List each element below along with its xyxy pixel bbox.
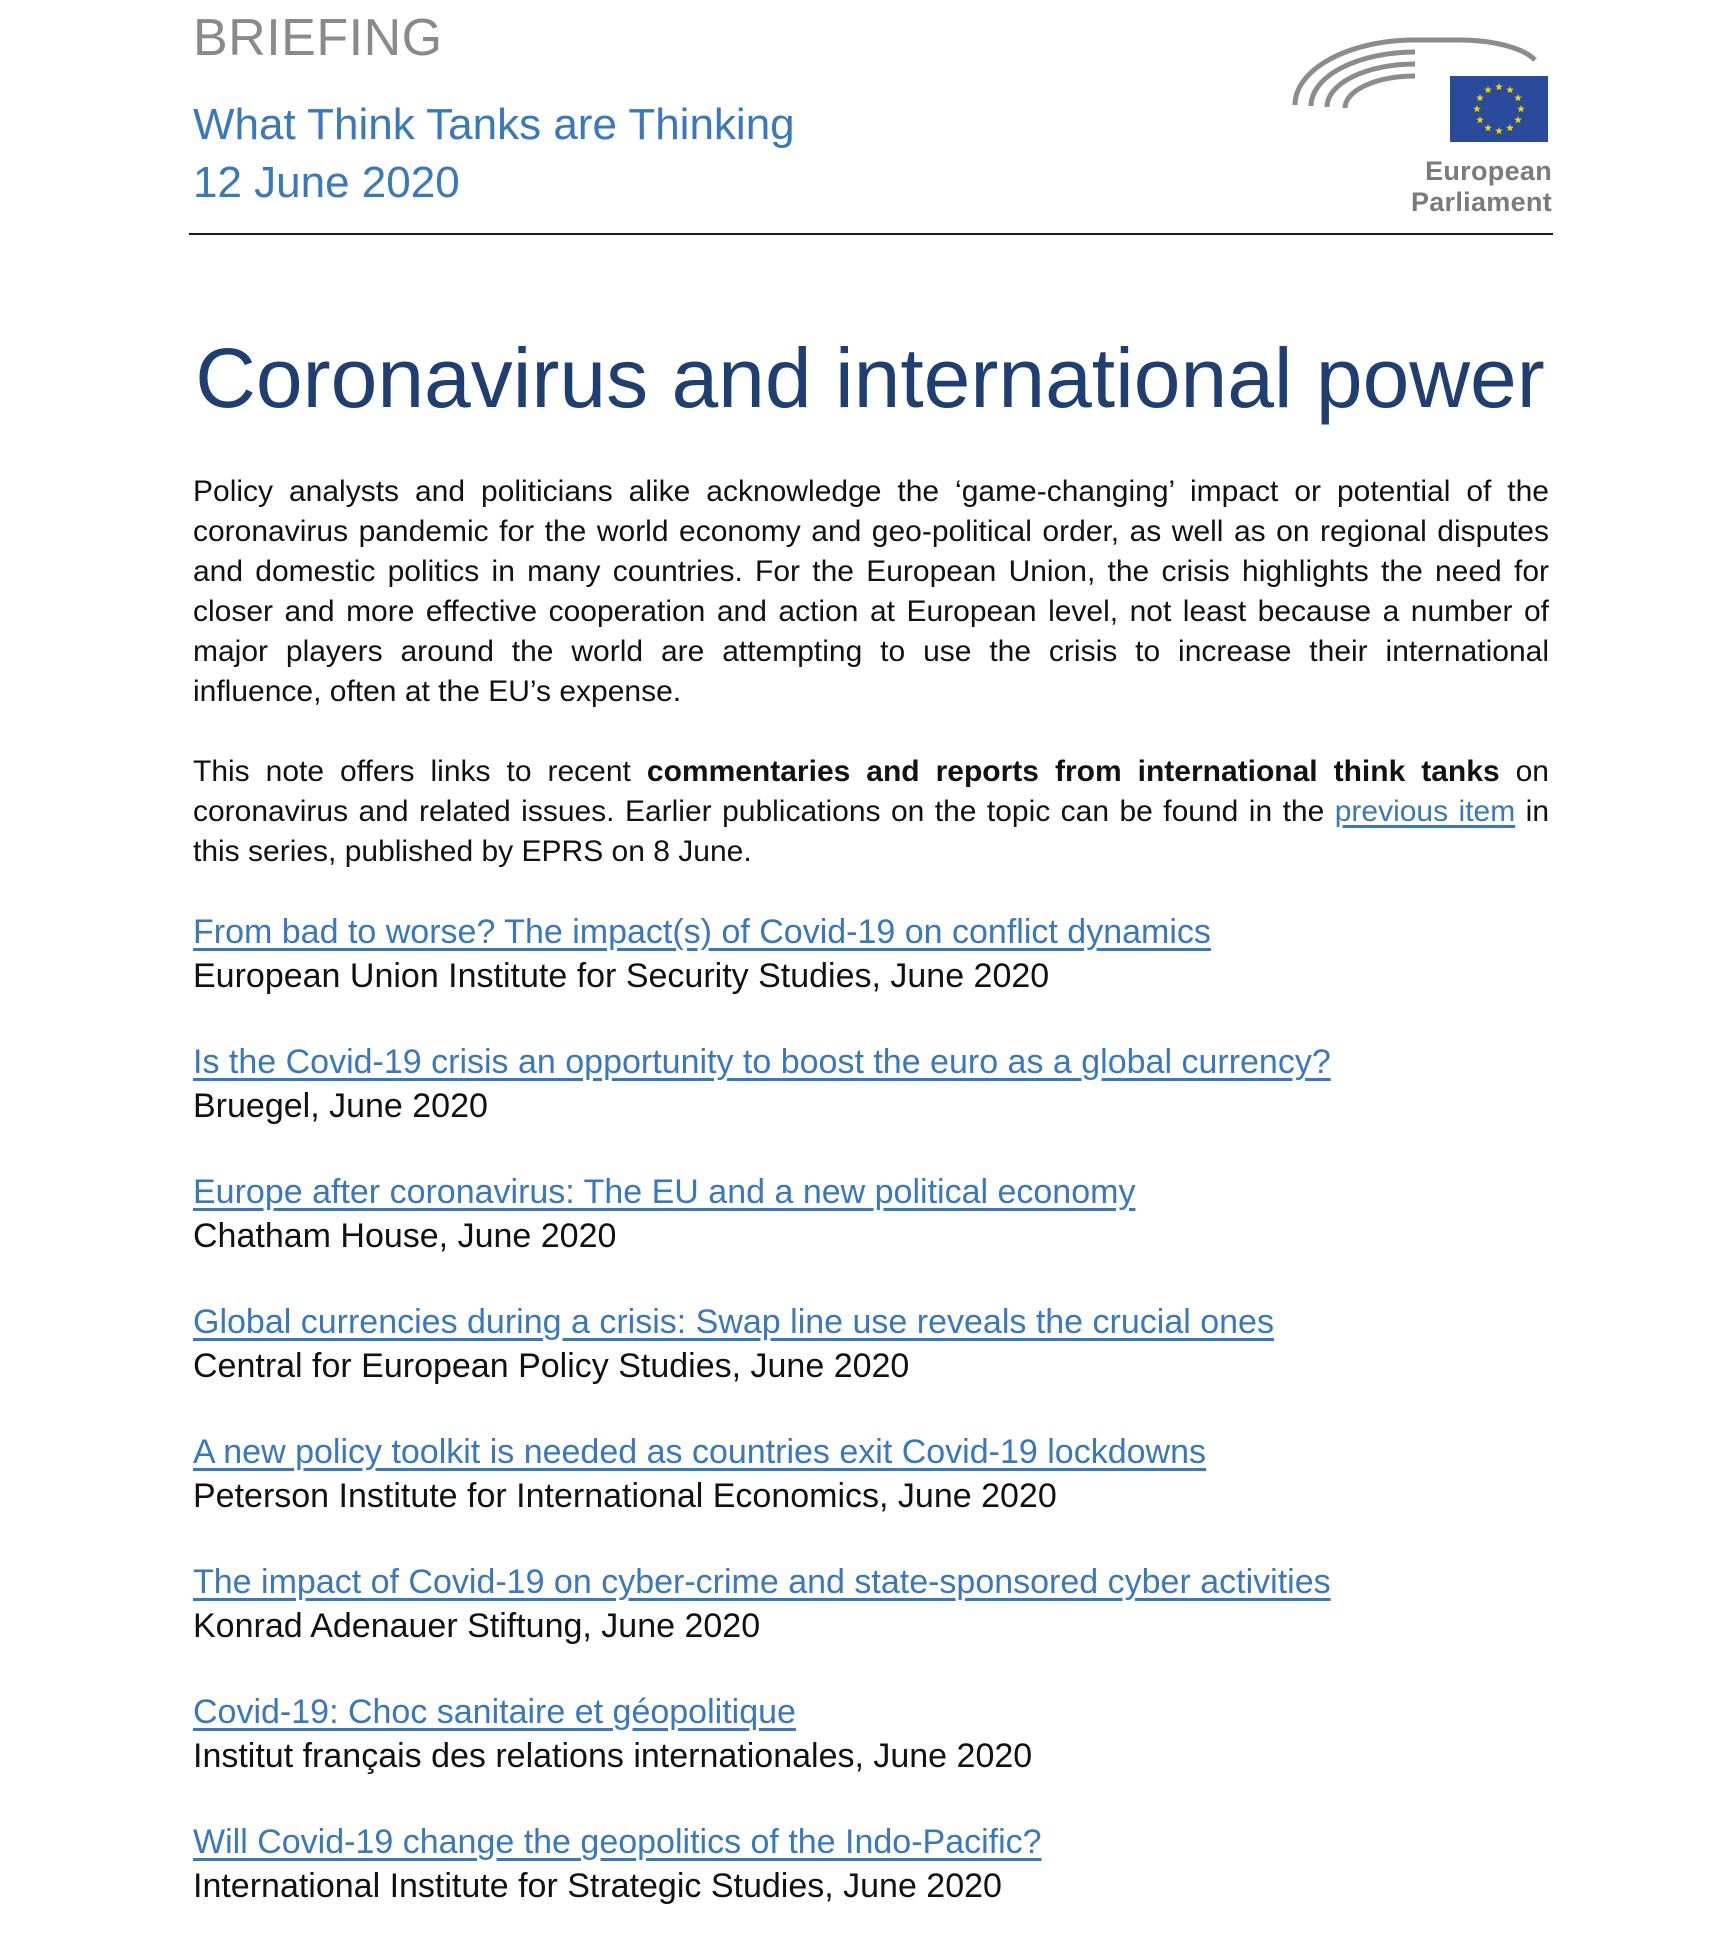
header-divider xyxy=(189,233,1553,235)
list-item xyxy=(193,1300,1553,1430)
list-item xyxy=(193,1560,1553,1690)
list-item xyxy=(193,1170,1553,1300)
publication-source: International Institute for Strategic Studies, June 2020 xyxy=(193,1867,1002,1905)
publication-source: Konrad Adenauer Stiftung, June 2020 xyxy=(193,1607,761,1645)
publication-list xyxy=(193,910,1553,1950)
publication-source: Peterson Institute for International Economics, June 2020 xyxy=(193,1477,1057,1515)
list-item xyxy=(193,910,1553,1040)
intro-p2-text-a: This note offers links to recent xyxy=(193,755,647,788)
intro-p2-text-c: in this series, published by EPRS on 8 June. xyxy=(193,795,1550,868)
logo-text: European Parliament xyxy=(1410,156,1552,217)
publication-link[interactable]: Covid-19: Choc sanitaire et géopolitique xyxy=(193,1693,796,1731)
list-item xyxy=(193,1040,1553,1170)
list-item xyxy=(193,1820,1553,1950)
intro-p2-bold: commentaries and reports from international think tanks xyxy=(646,755,1500,788)
publication-source: Bruegel, June 2020 xyxy=(193,1087,488,1125)
publication-link[interactable]: From bad to worse? The impact(s) of Covid-19 on conflict dynamics xyxy=(193,913,1211,951)
intro-paragraph-2 xyxy=(193,752,1549,872)
series-title: What Think Tanks are Thinking xyxy=(193,100,795,149)
previous-item-link[interactable]: previous item xyxy=(1334,795,1516,828)
list-item xyxy=(193,1690,1553,1820)
publication-source: European Union Institute for Security Studies, June 2020 xyxy=(193,957,1050,995)
list-item xyxy=(193,1430,1553,1560)
doc-type-label: BRIEFING xyxy=(193,9,443,67)
hemicycle-arc-upper xyxy=(1460,40,1535,60)
publication-source: Central for European Policy Studies, June 2020 xyxy=(193,1347,910,1385)
intro-p2-text-b: on coronavirus and related issues. Earlier publications on the topic can be found in the xyxy=(193,755,1549,828)
series-date: 12 June 2020 xyxy=(193,158,460,207)
publication-link[interactable]: Is the Covid-19 crisis an opportunity to boost the euro as a global currency? xyxy=(193,1043,1331,1081)
series-heading xyxy=(193,96,795,212)
publication-link[interactable]: A new policy toolkit is needed as countries exit Covid-19 lockdowns xyxy=(193,1433,1206,1471)
page-title: Coronavirus and international power xyxy=(195,331,1545,425)
intro-paragraph-1: Policy analysts and politicians alike acknowledge the ‘game-changing’ impact or potential of the coronavirus pandemic for the world economy and geo-political order, as well as on regional disputes and domestic politics in many countries. For the European Union, the crisis highlights the need for closer and more effective cooperation and action at European level, not least because a number of major players around the world are attempting to use the crisis to increase their international influence, often at the EU’s expense. xyxy=(193,475,1549,708)
publication-link[interactable]: The impact of Covid-19 on cyber-crime and state-sponsored cyber activities xyxy=(193,1563,1331,1601)
publication-link[interactable]: Global currencies during a crisis: Swap line use reveals the crucial ones xyxy=(193,1303,1274,1341)
publication-source: Institut français des relations internationales, June 2020 xyxy=(193,1737,1033,1775)
publication-source: Chatham House, June 2020 xyxy=(193,1217,617,1255)
publication-link[interactable]: Europe after coronavirus: The EU and a new political economy xyxy=(193,1173,1136,1211)
hemicycle-arc-4 xyxy=(1345,76,1415,108)
publication-link[interactable]: Will Covid-19 change the geopolitics of the Indo-Pacific? xyxy=(193,1823,1042,1861)
